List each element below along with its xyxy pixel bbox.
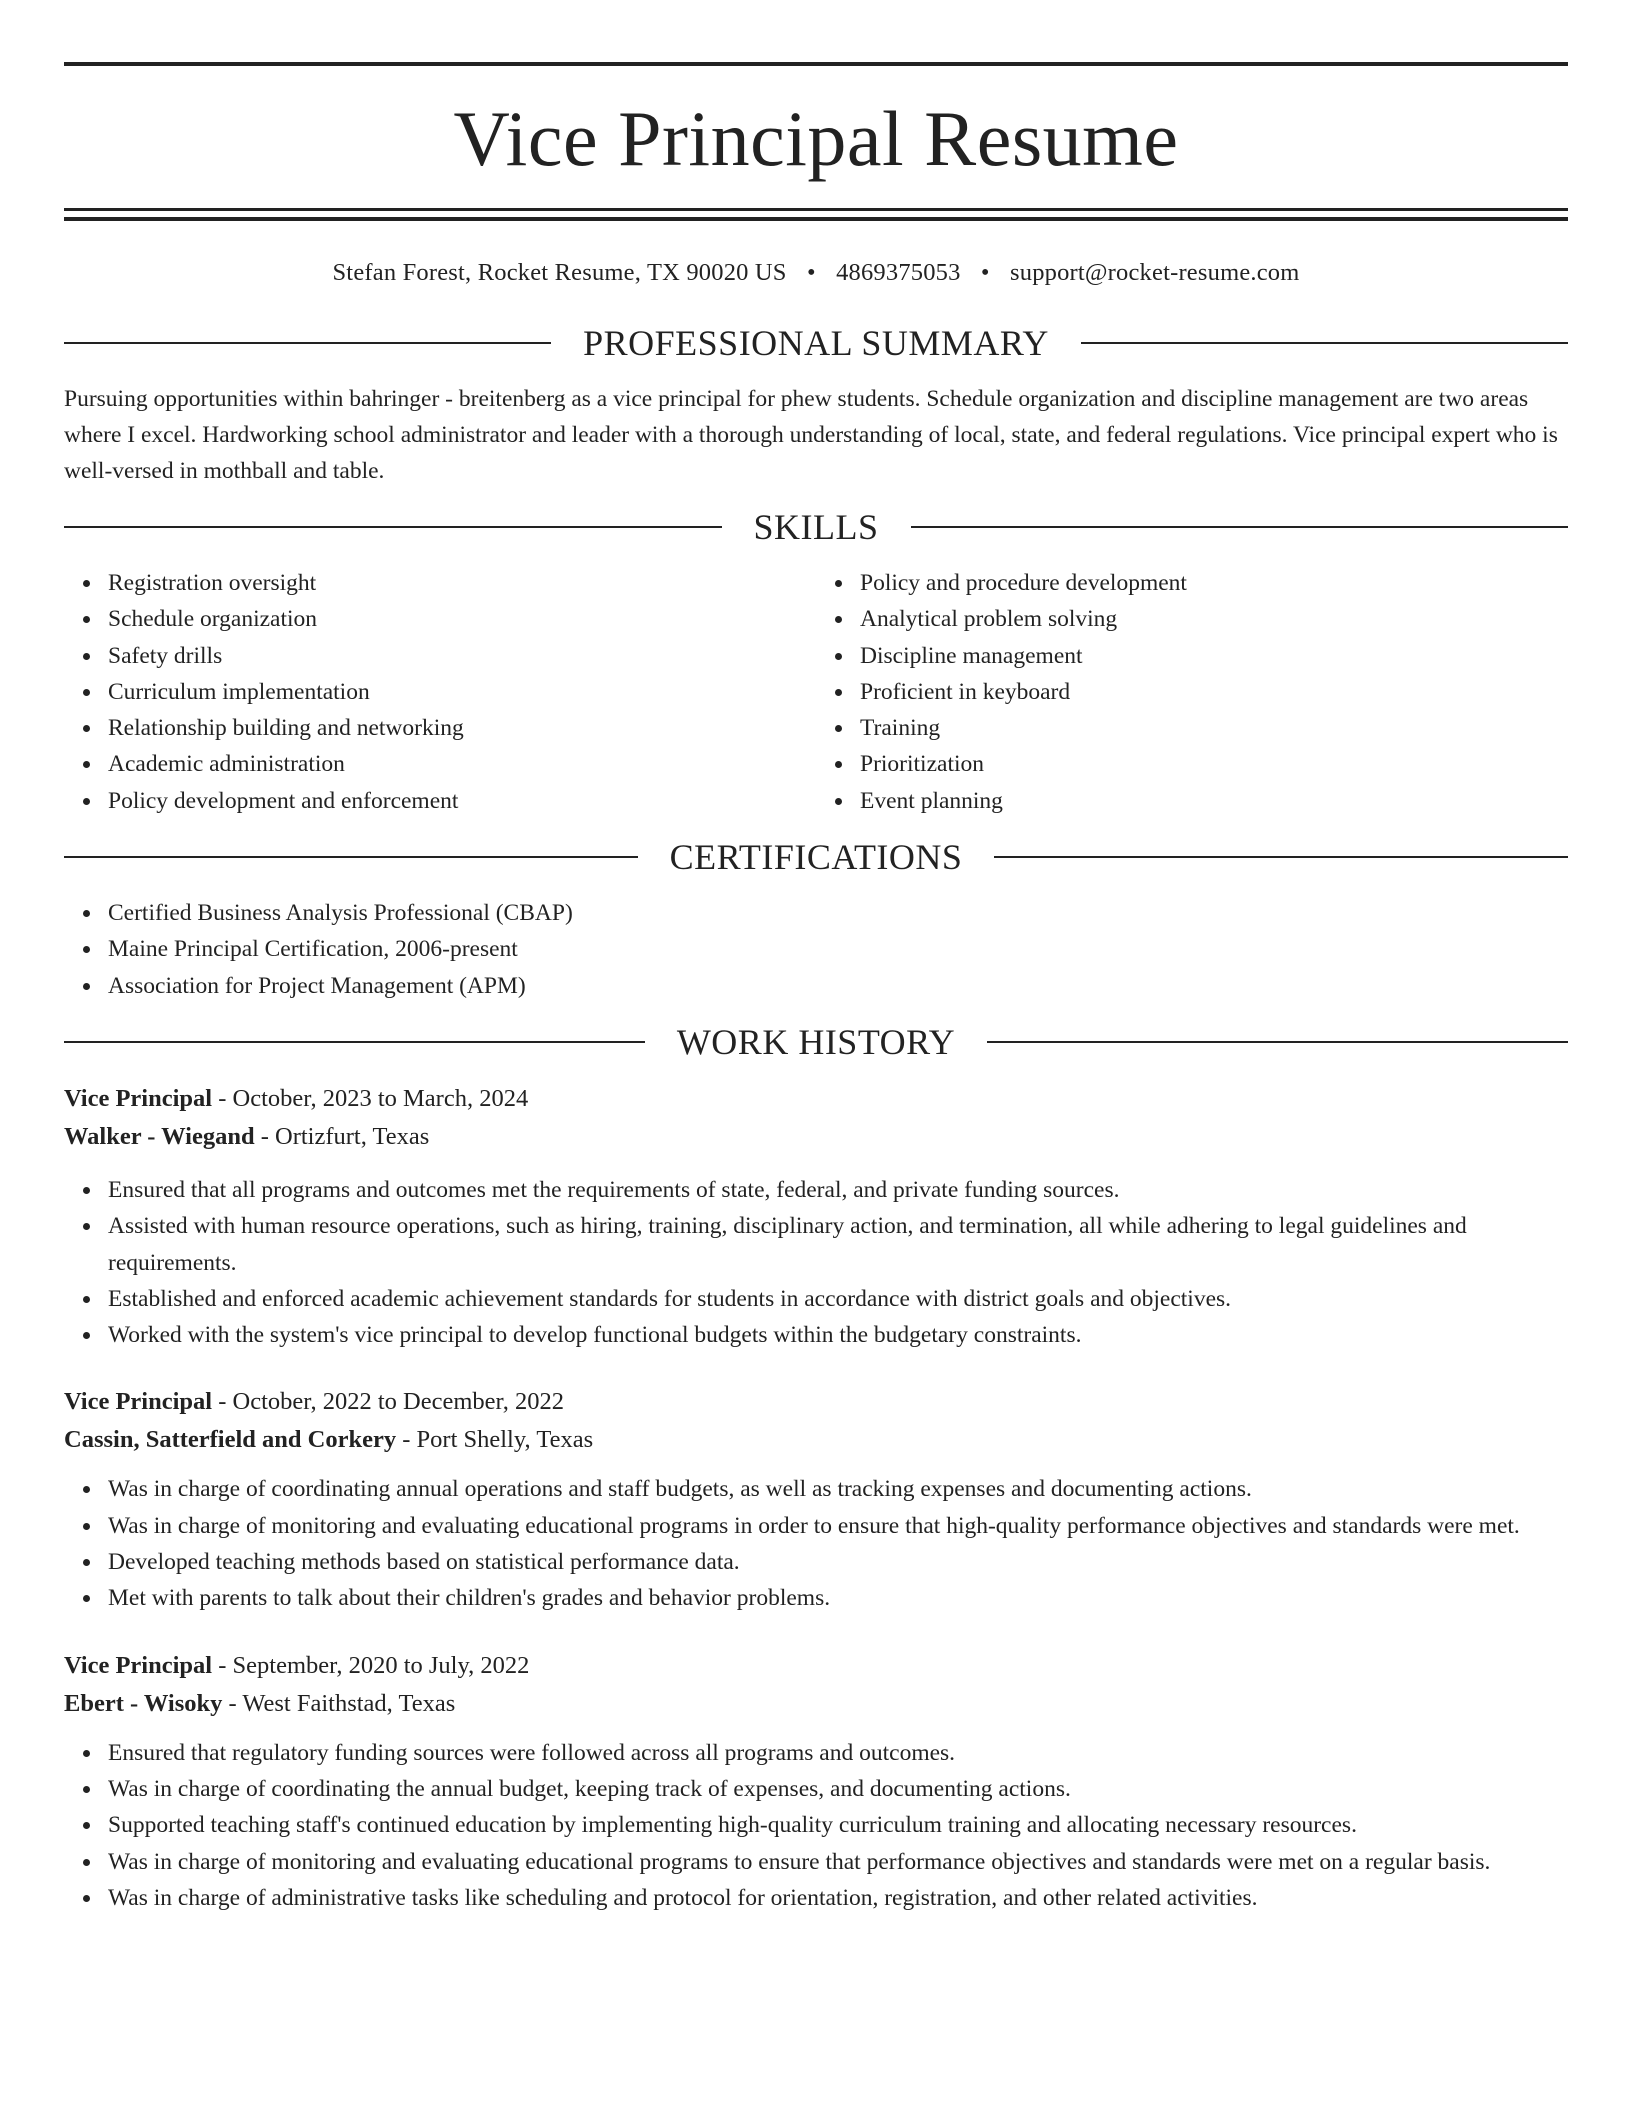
- job-bullet: Was in charge of monitoring and evaluating educational programs to ensure that performance objectives and standards were met on a regular basis.: [108, 1844, 1568, 1880]
- skill-item: Academic administration: [108, 746, 816, 782]
- skill-item: Prioritization: [860, 746, 1568, 782]
- job-dates: October, 2022 to December, 2022: [232, 1388, 564, 1416]
- certifications-heading-label: CERTIFICATIONS: [669, 837, 963, 878]
- job-bullet: Ensured that all programs and outcomes met the requirements of state, federal, and private funding sources.: [108, 1172, 1568, 1208]
- contact-email[interactable]: support@rocket-resume.com: [1010, 259, 1300, 286]
- certification-item: Maine Principal Certification, 2006-present: [108, 931, 1568, 967]
- job-bullet: Worked with the system's vice principal to develop functional budgets within the budgetary constraints.: [108, 1317, 1568, 1353]
- skill-item: Relationship building and networking: [108, 710, 816, 746]
- summary-heading-label: PROFESSIONAL SUMMARY: [583, 323, 1049, 363]
- contact-phone[interactable]: 4869375053: [836, 259, 961, 286]
- heading-rule: [994, 856, 1568, 858]
- contact-address: Stefan Forest, Rocket Resume, TX 90020 US: [332, 259, 787, 286]
- skill-item: Registration oversight: [108, 565, 816, 601]
- skill-item: Analytical problem solving: [860, 601, 1568, 637]
- job-bullets: [64, 1471, 1568, 1616]
- job-dates: September, 2020 to July, 2022: [232, 1651, 530, 1679]
- skills-heading: [64, 509, 1568, 545]
- resume-title: Vice Principal Resume: [453, 95, 1179, 182]
- skills-list-right: [816, 565, 1568, 819]
- skill-item: Proficient in keyboard: [860, 674, 1568, 710]
- contact-separator: •: [980, 259, 990, 286]
- job-company: Ebert - Wisoky: [64, 1689, 223, 1717]
- skill-item: Policy development and enforcement: [108, 783, 816, 819]
- certification-item: Association for Project Management (APM): [108, 968, 1568, 1004]
- job-bullet: Was in charge of coordinating the annual budget, keeping track of expenses, and documenting actions.: [108, 1771, 1568, 1807]
- job-bullets: [64, 1735, 1568, 1916]
- job-title: Vice Principal: [64, 1084, 213, 1112]
- job-title: Vice Principal: [64, 1388, 213, 1416]
- top-rule: [64, 62, 1568, 66]
- job-company: Walker - Wiegand: [64, 1122, 255, 1150]
- job-title: Vice Principal: [64, 1651, 213, 1679]
- job-location: West Faithstad, Texas: [242, 1689, 456, 1717]
- job-title-line: Vice Principal - September, 2020 to July, 2022: [64, 1651, 530, 1679]
- job-entry: [64, 1383, 1568, 1616]
- work-history-heading: [64, 1021, 1568, 1062]
- skills-heading-label: SKILLS: [753, 507, 879, 547]
- skill-item: Training: [860, 710, 1568, 746]
- job-location: Port Shelly, Texas: [416, 1426, 594, 1454]
- summary-text: Pursuing opportunities within bahringer - breitenberg as a vice principal for phew students. Schedule organization and discipline management are two areas where I excel. Hardworking school administrator and leader with a thorough understanding of local, state, and federal regulations. Vice principal expert who is well-versed in mothball and table.: [64, 386, 1558, 484]
- job-title-line: Vice Principal - October, 2023 to March, 2024: [64, 1084, 529, 1112]
- job-bullets: [64, 1172, 1568, 1353]
- skill-item: Safety drills: [108, 638, 816, 674]
- heading-rule: [1081, 342, 1568, 344]
- certifications-list: [64, 895, 1568, 1004]
- contact-line: [64, 259, 1568, 287]
- job-entry: [64, 1080, 1568, 1353]
- job-company-line: Ebert - Wisoky - West Faithstad, Texas: [64, 1689, 456, 1717]
- job-bullet: Supported teaching staff's continued education by implementing high-quality curriculum training and allocating necessary resources.: [108, 1807, 1568, 1843]
- job-bullet: Developed teaching methods based on statistical performance data.: [108, 1544, 1568, 1580]
- heading-rule: [64, 1041, 645, 1043]
- job-bullet: Was in charge of administrative tasks like scheduling and protocol for orientation, registration, and other related activities.: [108, 1880, 1568, 1916]
- skill-item: Discipline management: [860, 638, 1568, 674]
- job-bullet: Was in charge of monitoring and evaluating educational programs in order to ensure that high-quality performance objectives and standards were met.: [108, 1508, 1568, 1544]
- summary-heading: [64, 325, 1568, 361]
- title-double-rule: [64, 208, 1568, 221]
- heading-rule: [64, 342, 551, 344]
- job-bullet: Assisted with human resource operations, such as hiring, training, disciplinary action, and termination, all while adhering to legal guidelines and requirements.: [108, 1208, 1568, 1281]
- certification-item: Certified Business Analysis Professional (CBAP): [108, 895, 1568, 931]
- skill-item: Schedule organization: [108, 601, 816, 637]
- job-bullet: Met with parents to talk about their children's grades and behavior problems.: [108, 1580, 1568, 1616]
- skill-item: Event planning: [860, 783, 1568, 819]
- heading-rule: [911, 526, 1569, 528]
- job-company: Cassin, Satterfield and Corkery: [64, 1426, 397, 1454]
- job-company-line: Cassin, Satterfield and Corkery - Port Shelly, Texas: [64, 1426, 594, 1454]
- heading-rule: [987, 1041, 1568, 1043]
- skills-column-left: [64, 565, 816, 819]
- job-company-line: Walker - Wiegand - Ortizfurt, Texas: [64, 1122, 430, 1150]
- work-history-heading-label: WORK HISTORY: [676, 1021, 956, 1062]
- job-bullet: Established and enforced academic achievement standards for students in accordance with district goals and objectives.: [108, 1281, 1568, 1317]
- skills-column-right: [816, 565, 1568, 819]
- skills-list-left: [64, 565, 816, 819]
- contact-separator: •: [806, 259, 816, 286]
- skill-item: Curriculum implementation: [108, 674, 816, 710]
- skills-grid: [64, 565, 1568, 819]
- certifications-heading: [64, 837, 1568, 878]
- job-bullet: Ensured that regulatory funding sources were followed across all programs and outcomes.: [108, 1735, 1568, 1771]
- job-bullet: Was in charge of coordinating annual operations and staff budgets, as well as tracking expenses and documenting actions.: [108, 1471, 1568, 1507]
- job-title-line: Vice Principal - October, 2022 to December, 2022: [64, 1388, 564, 1416]
- job-location: Ortizfurt, Texas: [275, 1122, 430, 1150]
- job-entry: [64, 1647, 1568, 1916]
- job-dates: October, 2023 to March, 2024: [232, 1084, 529, 1112]
- skill-item: Policy and procedure development: [860, 565, 1568, 601]
- resume-page: [64, 62, 1568, 1916]
- heading-rule: [64, 856, 638, 858]
- heading-rule: [64, 526, 722, 528]
